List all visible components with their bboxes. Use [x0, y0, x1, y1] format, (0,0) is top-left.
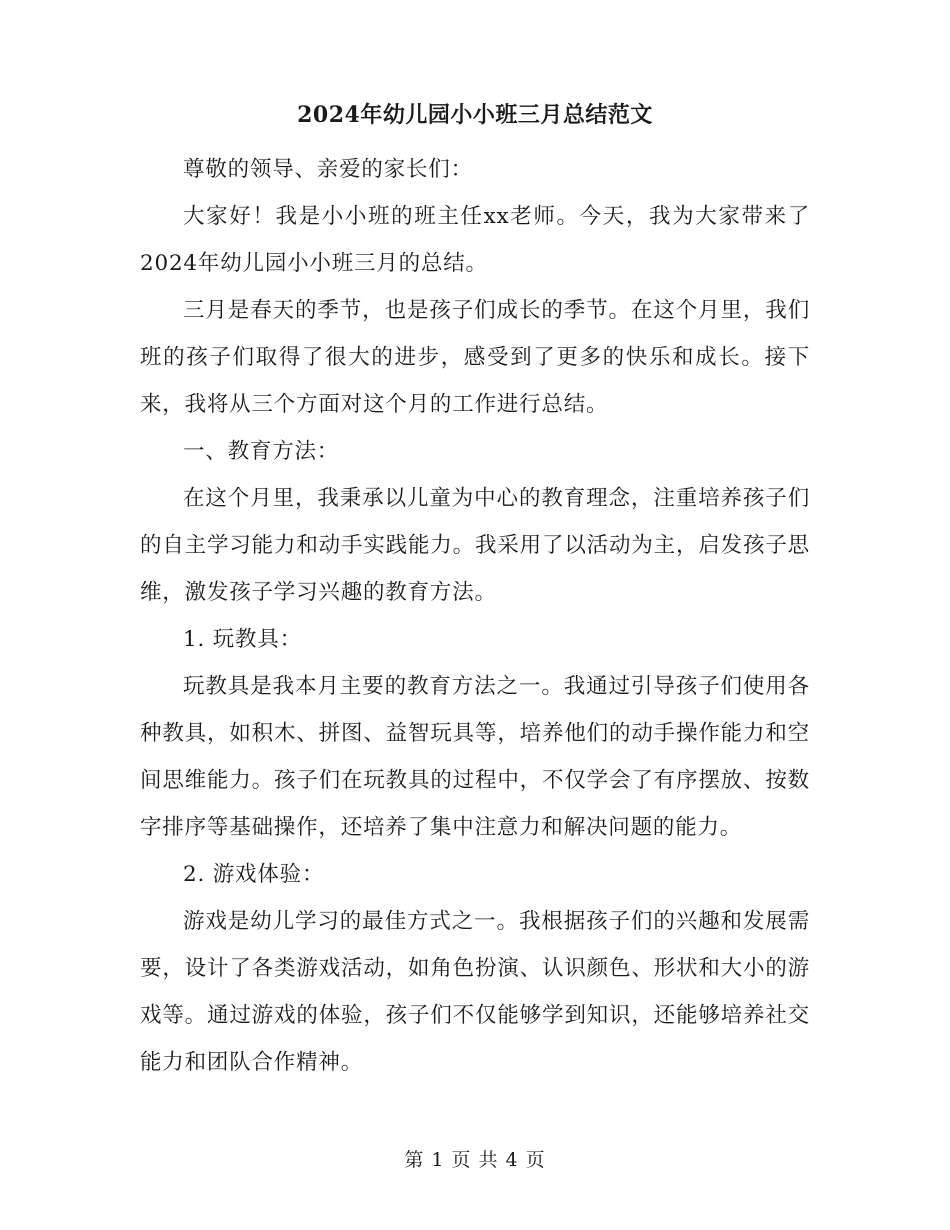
paragraph-toys: 玩教具是我本月主要的教育方法之一。我通过引导孩子们使用各种教具，如积木、拼图、益智玩具等，培养他们的动手操作能力和空间思维能力。孩子们在玩教具的过程中，不仅学会了有序摆放、按数字排序等基础操作，还培养了集中注意力和解决问题的能力。 — [140, 674, 810, 840]
document-title: 2024年幼儿园小小班三月总结范文 — [297, 102, 653, 128]
document-body — [140, 100, 810, 1086]
paragraph-games: 游戏是幼儿学习的最佳方式之一。我根据孩子们的兴趣和发展需要，设计了各类游戏活动，如角色扮演、认识颜色、形状和大小的游戏等。通过游戏的体验，孩子们不仅能够学到知识，还能够培养社交能力和团队合作精神。 — [140, 909, 810, 1075]
paragraph-education-method: 在这个月里，我秉承以儿童为中心的教育理念，注重培养孩子们的自主学习能力和动手实践能力。我采用了以活动为主，启发孩子思维，激发孩子学习兴趣的教育方法。 — [140, 486, 810, 605]
paragraph-intro: 三月是春天的季节，也是孩子们成长的季节。在这个月里，我们班的孩子们取得了很大的进步，感受到了更多的快乐和成长。接下来，我将从三个方面对这个月的工作进行总结。 — [140, 298, 810, 417]
subheading-toys: 1. 玩教具： — [183, 627, 302, 652]
paragraph-salutation: 尊敬的领导、亲爱的家长们： — [183, 157, 473, 182]
subheading-games: 2. 游戏体验： — [183, 862, 325, 887]
page-number-footer: 第 1 页 共 4 页 — [404, 1149, 546, 1171]
section-heading-education-method: 一、教育方法： — [183, 439, 340, 464]
paragraph-greeting: 大家好！我是小小班的班主任xx老师。今天，我为大家带来了2024年幼儿园小小班三月的总结。 — [140, 204, 810, 276]
